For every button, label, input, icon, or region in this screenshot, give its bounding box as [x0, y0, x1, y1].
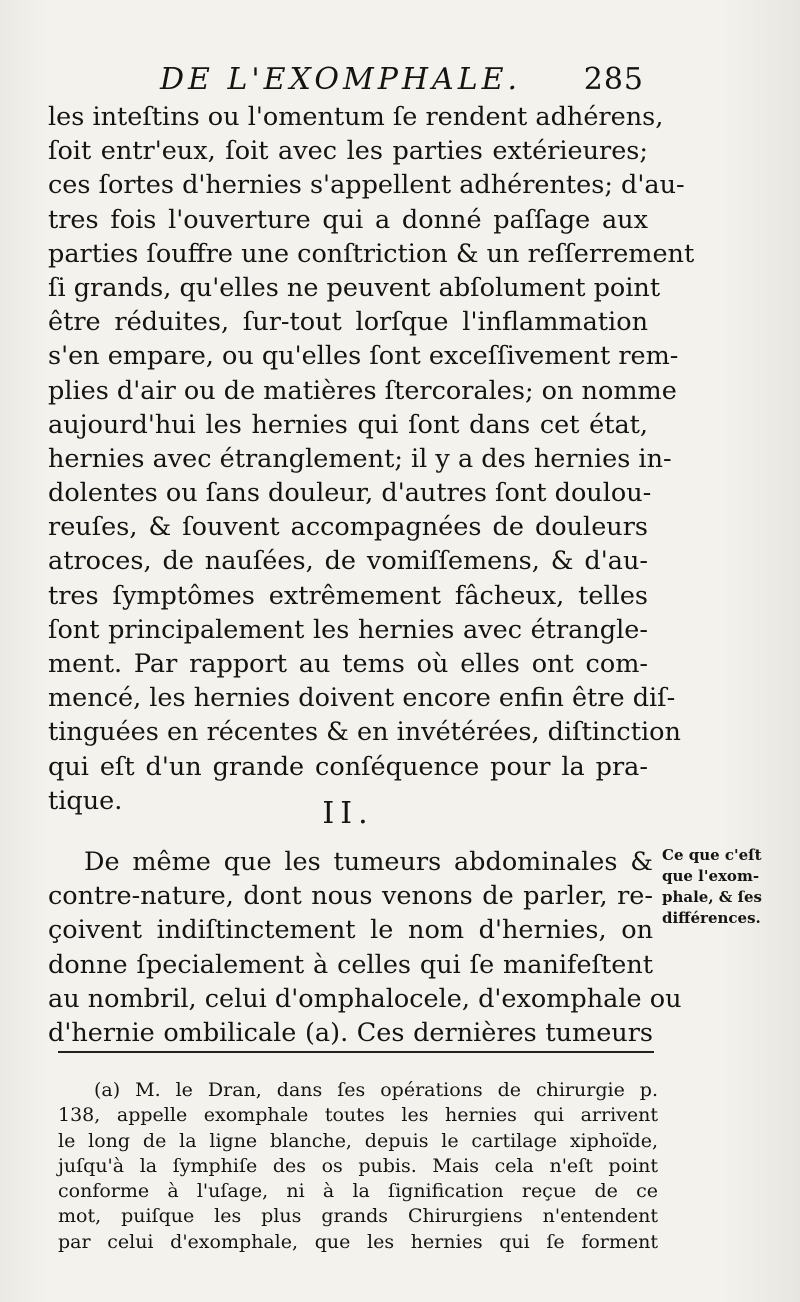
running-title: DE L'EXOMPHALE.: [160, 62, 522, 97]
text-line: tinguées en récentes & en invétérées, diſtinction: [48, 717, 681, 748]
footnote-line: mot, puiſque les plus grands Chirurgiens n'entendent: [58, 1205, 658, 1228]
footnote-line: 138, appelle exomphale toutes les hernies qui arrivent: [58, 1104, 658, 1127]
text-line: donne ſpecialement à celles qui ſe manifeſtent: [48, 949, 653, 980]
footnote-line: le long de la ligne blanche, depuis le cartilage xiphoïde,: [58, 1129, 658, 1152]
footnote-line: (a) M. le Dran, dans ſes opérations de chirurgie p.: [94, 1079, 658, 1101]
text-line: les inteſtins ou l'omentum ſe rendent adhérens,: [48, 102, 664, 132]
page-number: 285: [583, 62, 644, 97]
footnote-line: par celui d'exomphale, que les hernies qui ſe forment: [58, 1230, 658, 1253]
text-line: ces ſortes d'hernies s'appellent adhérentes; d'au-: [48, 170, 685, 201]
text-line: ſi grands, qu'elles ne peuvent abſolument point: [48, 272, 661, 303]
text-line: tique.: [48, 785, 123, 816]
text-line: atroces, de nauſées, de vomiſſemens, & d'au-: [48, 546, 648, 577]
text-line: plies d'air ou de matières ſtercorales; on nomme: [48, 375, 677, 406]
text-line: s'en empare, ou qu'elles ſont exceſſivement rem-: [48, 341, 679, 372]
margin-note-line: différences.: [662, 909, 761, 927]
text-line: d'hernie ombilicale (a). Ces dernières tumeurs: [48, 1017, 653, 1048]
text-line: ment. Par rapport au tems où elles ont com-: [48, 649, 648, 679]
text-line: mencé, les hernies doivent encore enfin être diſ-: [48, 683, 676, 714]
margin-note-line: que l'exom-: [662, 867, 760, 885]
text-line: hernies avec étranglement; il y a des hernies in-: [48, 443, 672, 474]
text-line: De même que les tumeurs abdominales &: [84, 847, 653, 877]
text-line: çoivent indiſtinctement le nom d'hernies, on: [48, 915, 653, 946]
margin-note-line: phale, & ſes: [662, 888, 763, 906]
text-line: ſont principalement les hernies avec étrangle-: [48, 614, 648, 645]
text-line: tres fois l'ouverture qui a donné paſſage aux: [48, 204, 648, 235]
text-line: parties ſouffre une conſtriction & un reſſerrement: [48, 238, 695, 269]
text-line: tres ſymptômes extrêmement fâcheux, telles: [48, 580, 648, 611]
text-line: au nombril, celui d'omphalocele, d'exomphale ou: [48, 983, 682, 1014]
paragraph-1: [48, 100, 695, 818]
footnote-line: conforme à l'uſage, ni à la ſignification reçue de ce: [58, 1180, 658, 1203]
footnote-divider: [58, 1051, 654, 1053]
text-line: ſoit entr'eux, ſoit avec les parties extérieures;: [48, 136, 648, 167]
section-number: II.: [322, 796, 374, 831]
text-line: aujourd'hui les hernies qui ſont dans cet état,: [48, 409, 648, 440]
margin-note-line: Ce que c'eſt: [662, 846, 762, 864]
text-line: dolentes ou ſans douleur, d'autres ſont doulou-: [48, 478, 652, 509]
margin-note: [662, 845, 796, 929]
text-line: reuſes, & ſouvent accompagnées de douleurs: [48, 512, 648, 543]
paragraph-2: [48, 845, 682, 1050]
text-line: être réduites, ſur-tout lorſque l'inflammation: [48, 307, 648, 338]
footnote: [58, 1078, 658, 1255]
text-line: contre-nature, dont nous venons de parler, re-: [48, 881, 653, 912]
footnote-line: juſqu'à la ſymphiſe des os pubis. Mais cela n'eſt point: [58, 1154, 658, 1177]
text-line: qui eſt d'un grande conſéquence pour la pra-: [48, 751, 648, 782]
